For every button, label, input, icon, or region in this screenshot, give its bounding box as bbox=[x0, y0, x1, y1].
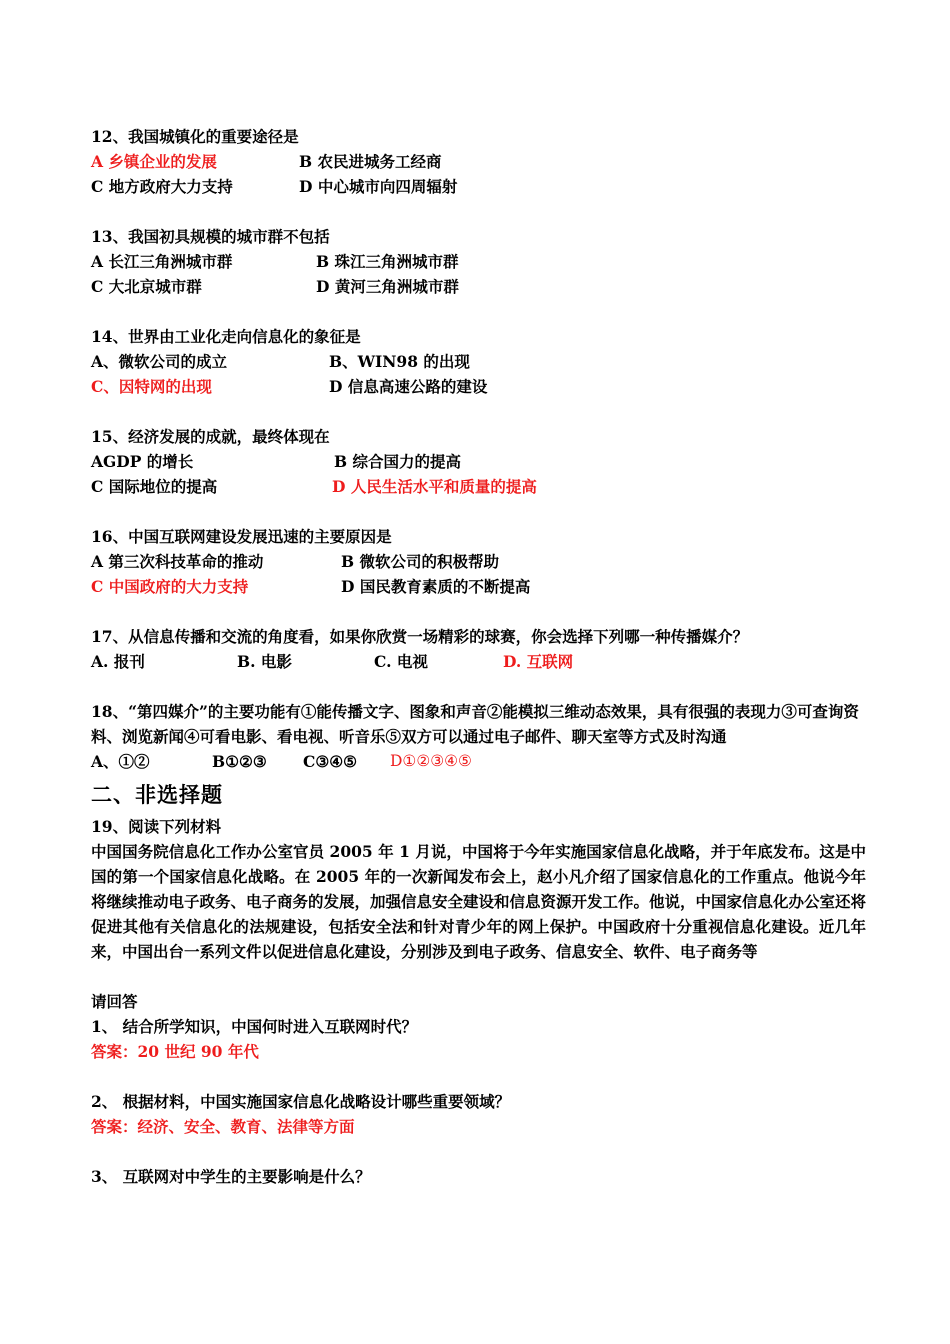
q15-options-row2 bbox=[91, 474, 866, 499]
q14-stem: 14、世界由工业化走向信息化的象征是 bbox=[91, 327, 361, 346]
q19-sub2-question: 2、 根据材料，中国实施国家信息化战略设计哪些重要领域？ bbox=[91, 1092, 511, 1111]
q18-stem: 18、“第四媒介”的主要功能有①能传播文字、图象和声音②能模拟三维动态效果，具有很强的表现力③可查询资料、浏览新闻④可看电影、看电视、听音乐⑤双方可以通过电子邮件、聊天室等方式及时沟通 bbox=[91, 702, 859, 746]
q14-option-a: A、微软公司的成立 bbox=[91, 352, 228, 371]
q12-option-d: D 中心城市向四周辐射 bbox=[299, 177, 458, 196]
q18-option-c: C③④⑤ bbox=[303, 752, 358, 771]
q18-option-d: D①②③④⑤ bbox=[390, 752, 472, 770]
q14-options-row1 bbox=[91, 349, 866, 374]
q13-stem: 13、我国初具规模的城市群不包括 bbox=[91, 227, 330, 246]
q17-option-a: A. 报刊 bbox=[91, 652, 145, 671]
q12-option-b: B 农民进城务工经商 bbox=[299, 152, 442, 171]
q16-option-d: D 国民教育素质的不断提高 bbox=[341, 577, 531, 596]
q16-option-b: B 微软公司的积极帮助 bbox=[341, 552, 499, 571]
q12-option-c: C 地方政府大力支持 bbox=[91, 177, 233, 196]
q16-options-row2 bbox=[91, 574, 866, 599]
q19-sub1-question: 1、 结合所学知识，中国何时进入互联网时代？ bbox=[91, 1017, 418, 1036]
q13-option-d: D 黄河三角洲城市群 bbox=[316, 277, 459, 296]
q13-option-c: C 大北京城市群 bbox=[91, 277, 202, 296]
q17-option-d: D. 互联网 bbox=[503, 652, 574, 671]
q12-options-row1 bbox=[91, 149, 866, 174]
q13-option-b: B 珠江三角洲城市群 bbox=[316, 252, 459, 271]
q14-option-b: B、WIN98 的出现 bbox=[329, 352, 470, 371]
q18-option-b: B①②③ bbox=[212, 752, 267, 771]
q15-option-d: D 人民生活水平和质量的提高 bbox=[332, 477, 537, 496]
q16-stem: 16、中国互联网建设发展迅速的主要原因是 bbox=[91, 527, 392, 546]
q14-option-d: D 信息高速公路的建设 bbox=[329, 377, 488, 396]
q17-options-row bbox=[91, 649, 866, 674]
q13-options-row2 bbox=[91, 274, 866, 299]
q19-sub2-answer: 答案：经济、安全、教育、法律等方面 bbox=[91, 1117, 355, 1136]
q15-option-b: B 综合国力的提高 bbox=[334, 452, 461, 471]
q12-options-row2 bbox=[91, 174, 866, 199]
q13-option-a: A 长江三角洲城市群 bbox=[91, 252, 233, 271]
q19-stem: 19、阅读下列材料 bbox=[91, 817, 222, 836]
q13-options-row1 bbox=[91, 249, 866, 274]
q14-option-c: C、因特网的出现 bbox=[91, 377, 212, 396]
q17-option-c: C. 电视 bbox=[374, 652, 428, 671]
q18-options-row bbox=[91, 749, 866, 774]
document-page bbox=[91, 124, 866, 1189]
q15-stem: 15、经济发展的成就，最终体现在 bbox=[91, 427, 330, 446]
q19-sub1-answer: 答案：20 世纪 90 年代 bbox=[91, 1042, 259, 1061]
q16-option-c: C 中国政府的大力支持 bbox=[91, 577, 249, 596]
q17-option-b: B. 电影 bbox=[237, 652, 292, 671]
q15-option-c: C 国际地位的提高 bbox=[91, 477, 218, 496]
q19-sub3-question: 3、 互联网对中学生的主要影响是什么？ bbox=[91, 1167, 371, 1186]
q19-material: 中国国务院信息化工作办公室官员 2005 年 1 月说，中国将于今年实施国家信息化战略，并于年底发布。这是中国的第一个国家信息化战略。在 2005 年的一次新闻发布会上，赵小凡介绍了国家信息化的工作重点。他说今年将继续推动电子政务、电子商务的发展，加强信息安全建设和信息资源开发工作。他说，中国家信息化办公室还将促进其他有关信息化的法规建设，包括安全法和针对青少年的网上保护。中国政府十分重视信息化建设。近几年来，中国出台一系列文件以促进信息化建设，分别涉及到电子政务、信息安全、软件、电子商务等 bbox=[91, 842, 867, 961]
q16-options-row1 bbox=[91, 549, 866, 574]
q15-option-a: AGDP 的增长 bbox=[91, 452, 194, 471]
q17-stem: 17、从信息传播和交流的角度看，如果你欣赏一场精彩的球赛，你会选择下列哪一种传播媒介？ bbox=[91, 627, 749, 646]
q19-prompt: 请回答 bbox=[91, 992, 138, 1011]
q12-option-a: A 乡镇企业的发展 bbox=[91, 152, 217, 171]
q15-options-row1 bbox=[91, 449, 866, 474]
q14-options-row2 bbox=[91, 374, 866, 399]
section-heading: 二、非选择题 bbox=[91, 782, 223, 807]
q12-stem: 12、我国城镇化的重要途径是 bbox=[91, 127, 299, 146]
q18-option-a: A、①② bbox=[91, 752, 150, 771]
q16-option-a: A 第三次科技革命的推动 bbox=[91, 552, 264, 571]
